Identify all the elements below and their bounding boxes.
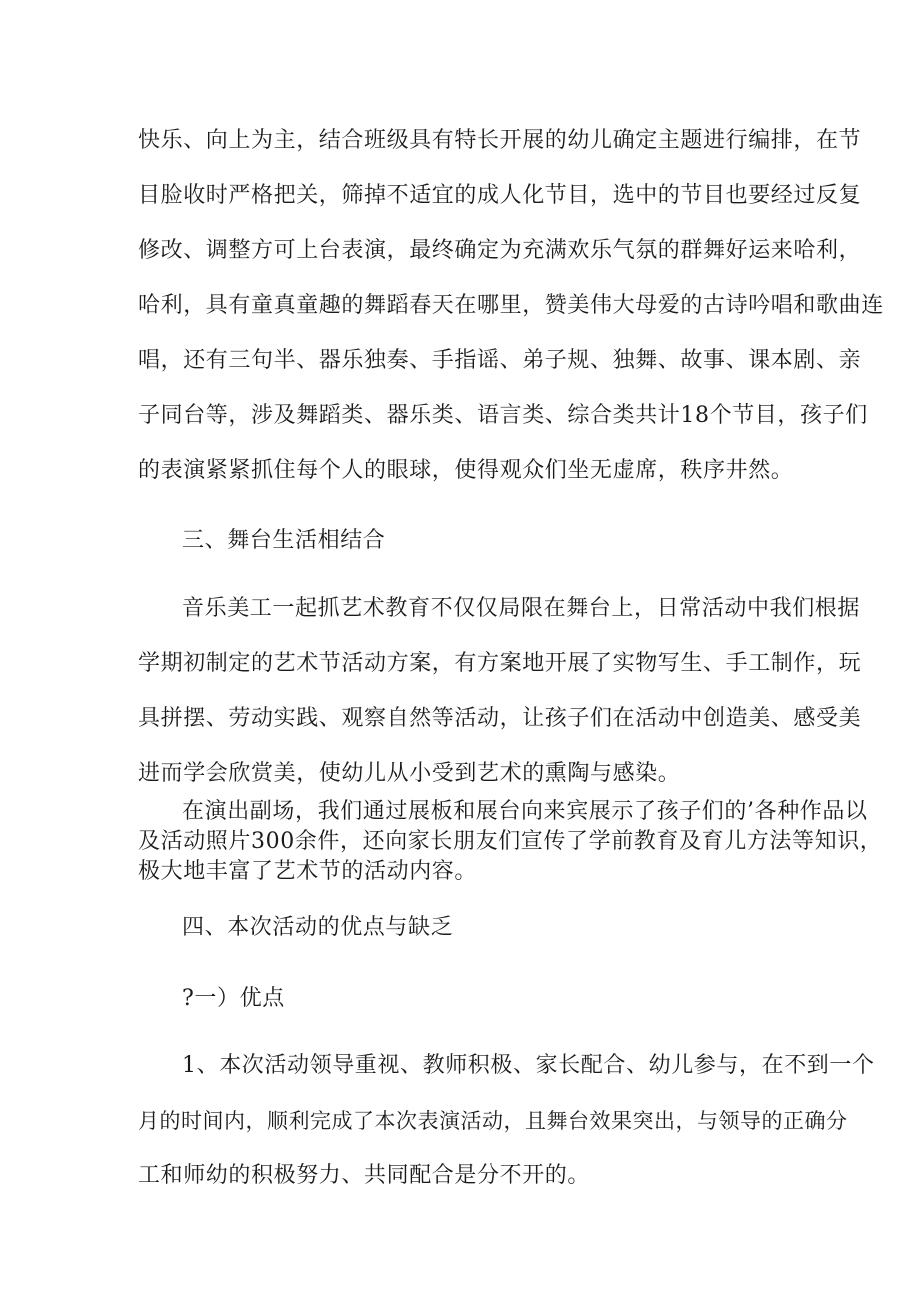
section-heading: 四、本次活动的优点与缺乏 bbox=[182, 915, 454, 940]
paragraph-line: 1、本次活动领导重视、教师积极、家长配合、幼儿参与，在不到一个 bbox=[182, 1053, 875, 1078]
paragraph-line: 进而学会欣赏美，使幼儿从小受到艺术的熏陶与感染。 bbox=[138, 761, 681, 786]
paragraph-line: 目脸收时严格把关，筛掉不适宜的成人化节目，选中的节目也要经过反复 bbox=[138, 183, 862, 208]
paragraph-line: 快乐、向上为主，结合班级具有特长开展的幼儿确定主题进行编排，在节 bbox=[138, 128, 862, 153]
paragraph-line: 极大地丰富了艺术节的活动内容。 bbox=[138, 859, 478, 884]
paragraph-line: 哈利，具有童真童趣的舞蹈春天在哪里，赞美伟大母爱的古诗吟唱和歌曲连 bbox=[138, 293, 884, 318]
paragraph-line: 及活动照片300余件，还向家长朋友们宣传了学前教育及育儿方法等知识， bbox=[138, 829, 883, 854]
paragraph-line: 修改、调整方可上台表演，最终确定为充满欢乐气氛的群舞好运来哈利， bbox=[138, 238, 862, 263]
section-heading: 三、舞台生活相结合 bbox=[182, 528, 386, 553]
paragraph-line: 子同台等，涉及舞蹈类、器乐类、语言类、综合类共计18个节目，孩子们 bbox=[138, 403, 868, 428]
paragraph-line: 工和师幼的积极努力、共同配合是分不开的。 bbox=[138, 1163, 591, 1188]
paragraph-line: 学期初制定的艺术节活动方案，有方案地开展了实物写生、手工制作，玩 bbox=[138, 651, 862, 676]
paragraph-line: 音乐美工一起抓艺术教育不仅仅局限在舞台上，日常活动中我们根据 bbox=[182, 596, 861, 621]
paragraph-line: 的表演紧紧抓住每个人的眼球，使得观众们坐无虚席，秩序井然。 bbox=[138, 458, 794, 483]
paragraph-line: 在演出副场，我们通过展板和展台向来宾展示了孩子们的’各种作品以 bbox=[182, 799, 868, 824]
paragraph-line: 月的时间内，顺利完成了本次表演活动，且舞台效果突出，与领导的正确分 bbox=[138, 1109, 848, 1133]
subsection-heading: ?一）优点 bbox=[182, 986, 285, 1011]
paragraph-line: 具拼摆、劳动实践、观察自然等活动，让孩子们在活动中创造美、感受美 bbox=[138, 706, 862, 731]
paragraph-line: 唱，还有三句半、器乐独奏、手指谣、弟子规、独舞、故事、课本剧、亲 bbox=[138, 348, 862, 373]
